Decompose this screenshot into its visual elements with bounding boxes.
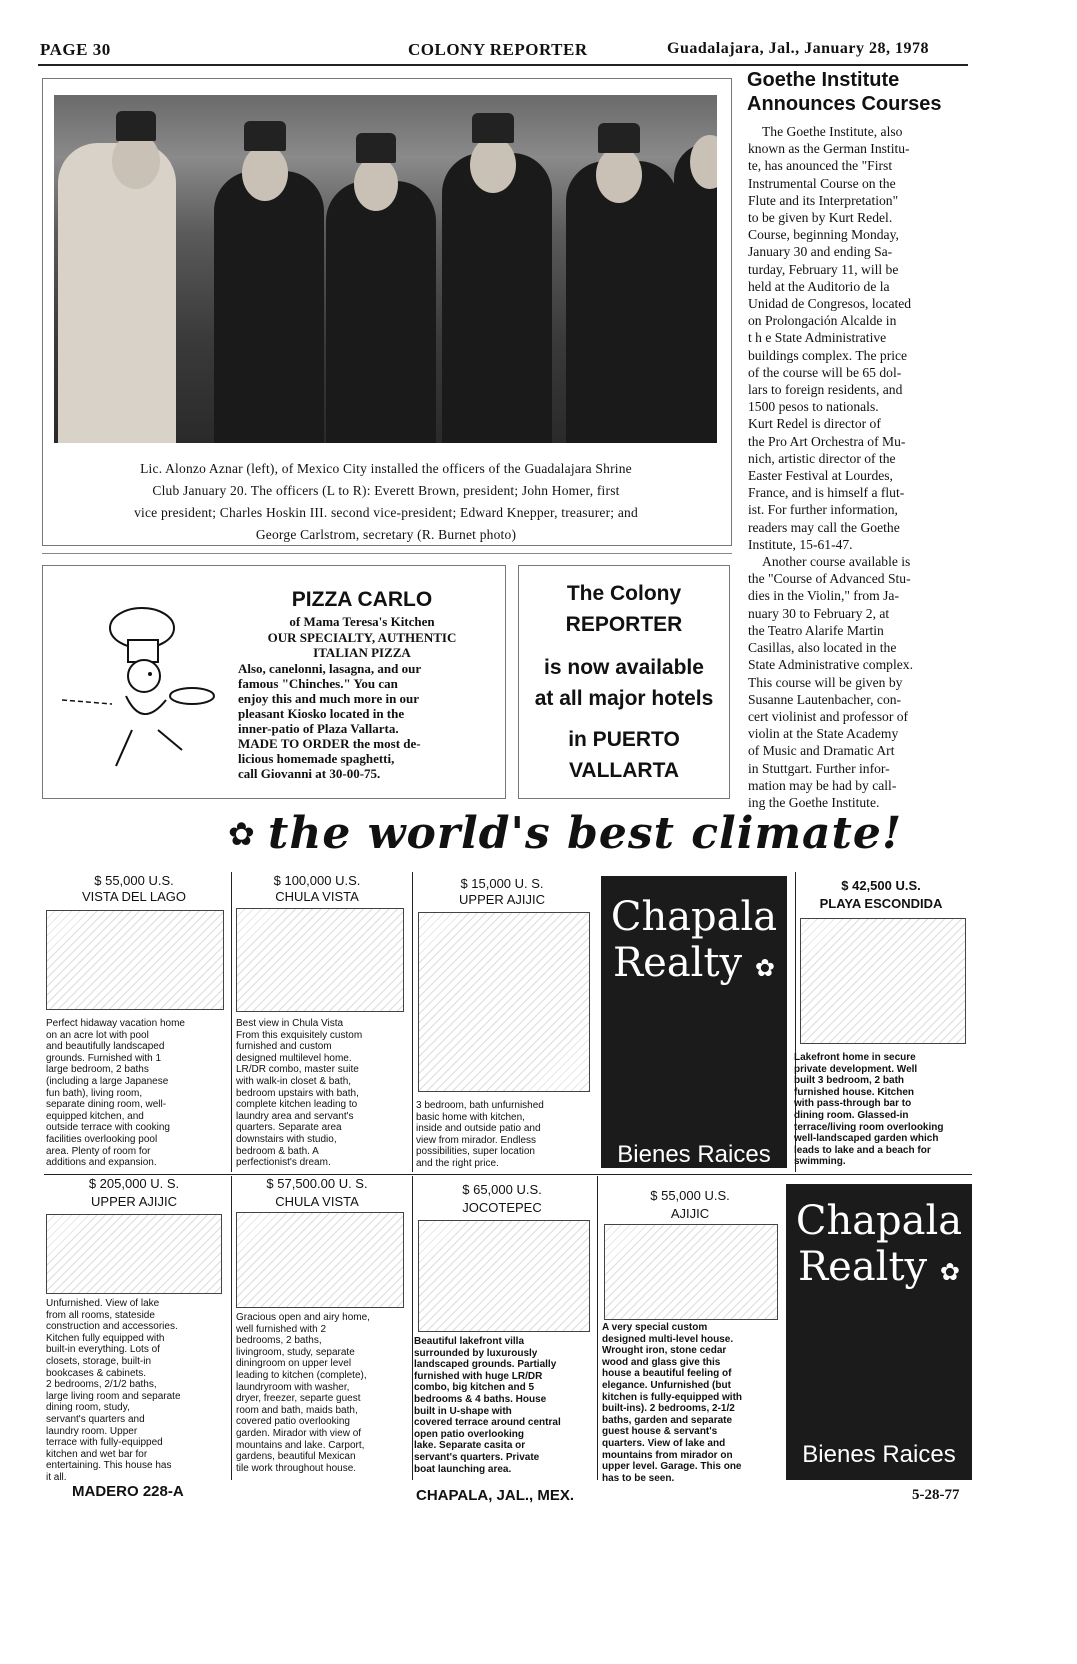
caption-line: Lic. Alonzo Aznar (left), of Mexico City installed the officers of the Guadalajara Shrine bbox=[140, 461, 632, 476]
article-line: t h e State Administrative bbox=[748, 330, 887, 346]
pizza-line: licious homemade spaghetti, bbox=[238, 751, 395, 766]
realty-tagline: Bienes Raices bbox=[802, 1441, 956, 1468]
article-line: te, has anounced the "First bbox=[748, 158, 893, 174]
article-body bbox=[748, 123, 966, 811]
house-sketch bbox=[418, 912, 590, 1092]
shrine-club-photo bbox=[54, 95, 717, 443]
article-line: This course will be given by bbox=[748, 674, 903, 690]
article-line: mation may be had by call- bbox=[748, 777, 897, 793]
listing-description: Unfurnished. View of lake from all rooms, stateside construction and accessories. Kitchen fully equipped with built-in everything. Lots of closets, storage, built-in bookcases & cabinets. 2 bedrooms, 2/1/2 baths, large living room and separate dining room, study, servant's quarters and laundry room. Upper terrace with fully-equipped kitchen and wet bar for entertaining. This house has it all. bbox=[46, 1298, 181, 1483]
pizza-subtitle: of Mama Teresa's Kitchen bbox=[289, 614, 435, 629]
article-line: Casillas, also located in the bbox=[748, 640, 897, 656]
colony-ad-line: is now available bbox=[544, 656, 704, 679]
listing-place: UPPER AJIJIC bbox=[91, 1194, 177, 1209]
house-sketch bbox=[46, 910, 224, 1010]
article-line: the "Course of Advanced Stu- bbox=[748, 571, 911, 587]
listing-description: Beautiful lakefront villa surrounded by luxurously landscaped grounds. Partially furnished with huge LR/DR combo, big kitchen and 5 bedrooms & 4 baths. House built in U-shape with covered terrace around central open patio overlooking lake. Separate casita or servant's quarters. Private boat launching area. bbox=[414, 1336, 561, 1475]
clover-icon: ✿ bbox=[228, 816, 255, 852]
chef-illustration bbox=[62, 600, 222, 780]
article-line: of Music and Dramatic Art bbox=[748, 743, 895, 759]
article-line: buildings complex. The price bbox=[748, 347, 908, 363]
listing-place: CHULA VISTA bbox=[275, 1194, 359, 1209]
article-line: January 30 and ending Sa- bbox=[748, 244, 893, 260]
listing-place: JOCOTEPEC bbox=[462, 1200, 542, 1215]
article-line: ist. For further information, bbox=[748, 502, 898, 518]
pizza-title: PIZZA CARLO bbox=[291, 588, 433, 611]
article-line: The Goethe Institute, also bbox=[762, 124, 903, 139]
article-line: Unidad de Congresos, located bbox=[748, 296, 912, 312]
listing-description: Perfect hidaway vacation home on an acre lot with pool and beautifully landscaped grounds. Furnished with 1 large bedroom, 2 baths (including a large Japanese fun bath), living room, separate dining room, well- equipped kitchen, and outside terrace with cooking facilities overlooking pool area. Plenty of room for additions and expansion. bbox=[46, 1018, 185, 1169]
listing-price: $ 100,000 U.S. bbox=[273, 873, 361, 888]
listing-description: A very special custom designed multi-level house. Wrought iron, stone cedar wood and glass give this house a beautiful feeling of elegance. Unfurnished (but kitchen is fully-equipped with built-ins). 2 bedrooms, 2-1/2 baths, garden and separate guest house & servant's quarters. View of lake and mountains from mirador on upper level. Garage. This one has to be seen. bbox=[602, 1322, 743, 1484]
article-line: Kurt Redel is director of bbox=[748, 416, 881, 432]
climate-banner: the world's best climate! bbox=[268, 808, 903, 859]
realty-tagline: Bienes Raices bbox=[617, 1141, 771, 1168]
article-line: Flute and its Interpretation" bbox=[748, 192, 899, 208]
pizza-body bbox=[238, 661, 496, 781]
pizza-line: Also, canelonni, lasagna, and our bbox=[238, 661, 422, 676]
house-sketch bbox=[46, 1214, 222, 1294]
column-rule bbox=[412, 872, 413, 1172]
footer-city: CHAPALA, JAL., MEX. bbox=[416, 1487, 575, 1504]
pizza-line: pleasant Kiosko located in the bbox=[238, 706, 405, 721]
article-line: on Prolongación Alcalde in bbox=[748, 313, 897, 329]
listing-place: UPPER AJIJIC bbox=[459, 892, 545, 907]
pizza-line: inner-patio of Plaza Vallarta. bbox=[238, 721, 399, 736]
colony-ad-line: at all major hotels bbox=[534, 687, 714, 710]
article-line: the Teatro Alarife Martin bbox=[748, 622, 884, 638]
listing-description: 3 bedroom, bath unfurnished basic home with kitchen, inside and outside patio and view from mirador. Endless possibilities, super location and the right price. bbox=[416, 1100, 544, 1169]
listing-description: Best view in Chula Vista From this exquisitely custom furnished and custom designed multilevel home. LR/DR combo, master suite with walk-in closet & bath, bedroom upstairs with bath, complete kitchen leading to laundry area and servant's quarters. Separate area downstairs with studio, bedroom & bath. A perfectionist's dream. bbox=[236, 1018, 363, 1169]
listing-price: $ 15,000 U. S. bbox=[460, 876, 544, 891]
article-line: Institute, 15-61-47. bbox=[748, 536, 853, 552]
listing-price: $ 65,000 U.S. bbox=[462, 1182, 542, 1197]
article-line: Course, beginning Monday, bbox=[748, 227, 899, 243]
article-line: 1500 pesos to nationals. bbox=[748, 399, 879, 415]
article-line: Susanne Lautenbacher, con- bbox=[748, 691, 902, 707]
row-rule bbox=[44, 1174, 972, 1175]
house-sketch bbox=[236, 908, 404, 1012]
article-title-1: Goethe Institute bbox=[747, 69, 900, 91]
colony-ad-line: in PUERTO bbox=[568, 728, 680, 751]
listing-place: PLAYA ESCONDIDA bbox=[819, 896, 943, 911]
colony-ad-line: The Colony bbox=[566, 582, 682, 605]
listing-price: $ 42,500 U.S. bbox=[841, 878, 921, 893]
article-line: Another course available is bbox=[762, 554, 911, 570]
article-line: held at the Auditorio de la bbox=[748, 278, 890, 294]
dateline: Guadalajara, Jal., January 28, 1978 bbox=[667, 40, 929, 57]
photo-caption bbox=[50, 458, 722, 546]
article-line: cert violinist and professor of bbox=[748, 708, 909, 724]
header-rule bbox=[38, 64, 968, 66]
article-line: violin at the State Academy bbox=[748, 726, 899, 742]
listing-place: VISTA DEL LAGO bbox=[81, 889, 187, 904]
listing-price: $ 55,000 U.S. bbox=[650, 1188, 730, 1203]
realty-name: Chapala bbox=[795, 1198, 963, 1244]
colony-ad-line: REPORTER bbox=[565, 613, 683, 636]
house-sketch bbox=[800, 918, 966, 1044]
page-number: PAGE 30 bbox=[40, 40, 111, 59]
pizza-line: enjoy this and much more in our bbox=[238, 691, 420, 706]
article-line: to be given by Kurt Redel. bbox=[748, 210, 893, 226]
footer-code: 5-28-77 bbox=[912, 1487, 960, 1503]
article-line: of the course will be 65 dol- bbox=[748, 364, 902, 380]
pizza-specialty-2: ITALIAN PIZZA bbox=[313, 645, 411, 660]
listing-place: AJIJIC bbox=[670, 1206, 710, 1221]
article-line: Instrumental Course on the bbox=[748, 175, 896, 191]
realty-name-2: Realty ✿ bbox=[613, 940, 775, 986]
realty-name-2: Realty ✿ bbox=[798, 1244, 960, 1290]
caption-line: Club January 20. The officers (L to R): Everett Brown, president; John Homer, first bbox=[152, 483, 620, 498]
footer-address: MADERO 228-A bbox=[72, 1483, 184, 1500]
divider bbox=[42, 553, 732, 554]
article-line: readers may call the Goethe bbox=[748, 519, 900, 535]
colony-ad-line: VALLARTA bbox=[568, 759, 680, 782]
article-line: the Pro Art Orchestra of Mu- bbox=[748, 433, 906, 449]
house-sketch bbox=[418, 1220, 590, 1332]
article-line: nich, artistic director of the bbox=[748, 450, 896, 466]
realty-name: Chapala bbox=[610, 894, 778, 940]
article-line: known as the German Institu- bbox=[748, 141, 910, 157]
column-rule bbox=[231, 1176, 232, 1480]
pizza-line: MADE TO ORDER the most de- bbox=[238, 736, 421, 751]
article-line: ing the Goethe Institute. bbox=[748, 794, 880, 810]
listing-price: $ 57,500.00 U. S. bbox=[266, 1176, 368, 1191]
chapala-realty-ad-2 bbox=[786, 1184, 972, 1480]
caption-line: George Carlstrom, secretary (R. Burnet photo) bbox=[255, 527, 517, 542]
column-rule bbox=[412, 1176, 413, 1480]
article-line: State Administrative complex. bbox=[748, 657, 913, 673]
colony-ad-text bbox=[520, 578, 728, 786]
article-line: in Stuttgart. Further infor- bbox=[748, 760, 890, 776]
caption-line: vice president; Charles Hoskin III. second vice-president; Edward Knepper, treasurer; and bbox=[134, 505, 638, 520]
listing-description: Gracious open and airy home, well furnished with 2 bedrooms, 2 baths, livingroom, study, separate diningroom on upper level leading to kitchen (complete), laundryroom with washer, dryer, freezer, separte guest room and bath, maids bath, covered patio overlooking garden. Mirador with view of mountains and lake. Carport, gardens, beautiful Mexican tile work throughout house. bbox=[236, 1312, 370, 1474]
pizza-specialty: OUR SPECIALTY, AUTHENTIC bbox=[267, 630, 457, 645]
listing-price: $ 205,000 U. S. bbox=[88, 1176, 180, 1191]
pizza-line: famous "Chinches." You can bbox=[238, 676, 398, 691]
column-rule bbox=[597, 1176, 598, 1480]
house-sketch bbox=[604, 1224, 778, 1320]
article-line: Easter Festival at Lourdes, bbox=[748, 468, 893, 484]
clover-icon: ✿ bbox=[939, 1258, 960, 1286]
pizza-line: call Giovanni at 30-00-75. bbox=[238, 766, 381, 781]
listing-place: CHULA VISTA bbox=[275, 889, 359, 904]
column-rule bbox=[231, 872, 232, 1172]
listing-description: Lakefront home in secure private development. Well built 3 bedroom, 2 bath furnished house. Kitchen with pass-through bar to dining room. Glassed-in terrace/living room overlooking well-landscaped garden which leads to lake and a beach for swimming. bbox=[794, 1052, 944, 1168]
article-line: France, and is himself a flut- bbox=[748, 485, 905, 501]
article-line: nuary 30 to February 2, at bbox=[748, 605, 890, 621]
article-line: turday, February 11, will be bbox=[748, 261, 899, 277]
chapala-realty-ad bbox=[601, 876, 787, 1168]
article-title-2: Announces Courses bbox=[747, 93, 942, 115]
article-line: lars to foreign residents, and bbox=[748, 382, 903, 398]
house-sketch bbox=[236, 1212, 404, 1308]
article-line: dies in the Violin," from Ja- bbox=[748, 588, 899, 604]
listing-price: $ 55,000 U.S. bbox=[94, 873, 174, 888]
paper-name: COLONY REPORTER bbox=[408, 40, 588, 59]
clover-icon: ✿ bbox=[754, 954, 775, 982]
